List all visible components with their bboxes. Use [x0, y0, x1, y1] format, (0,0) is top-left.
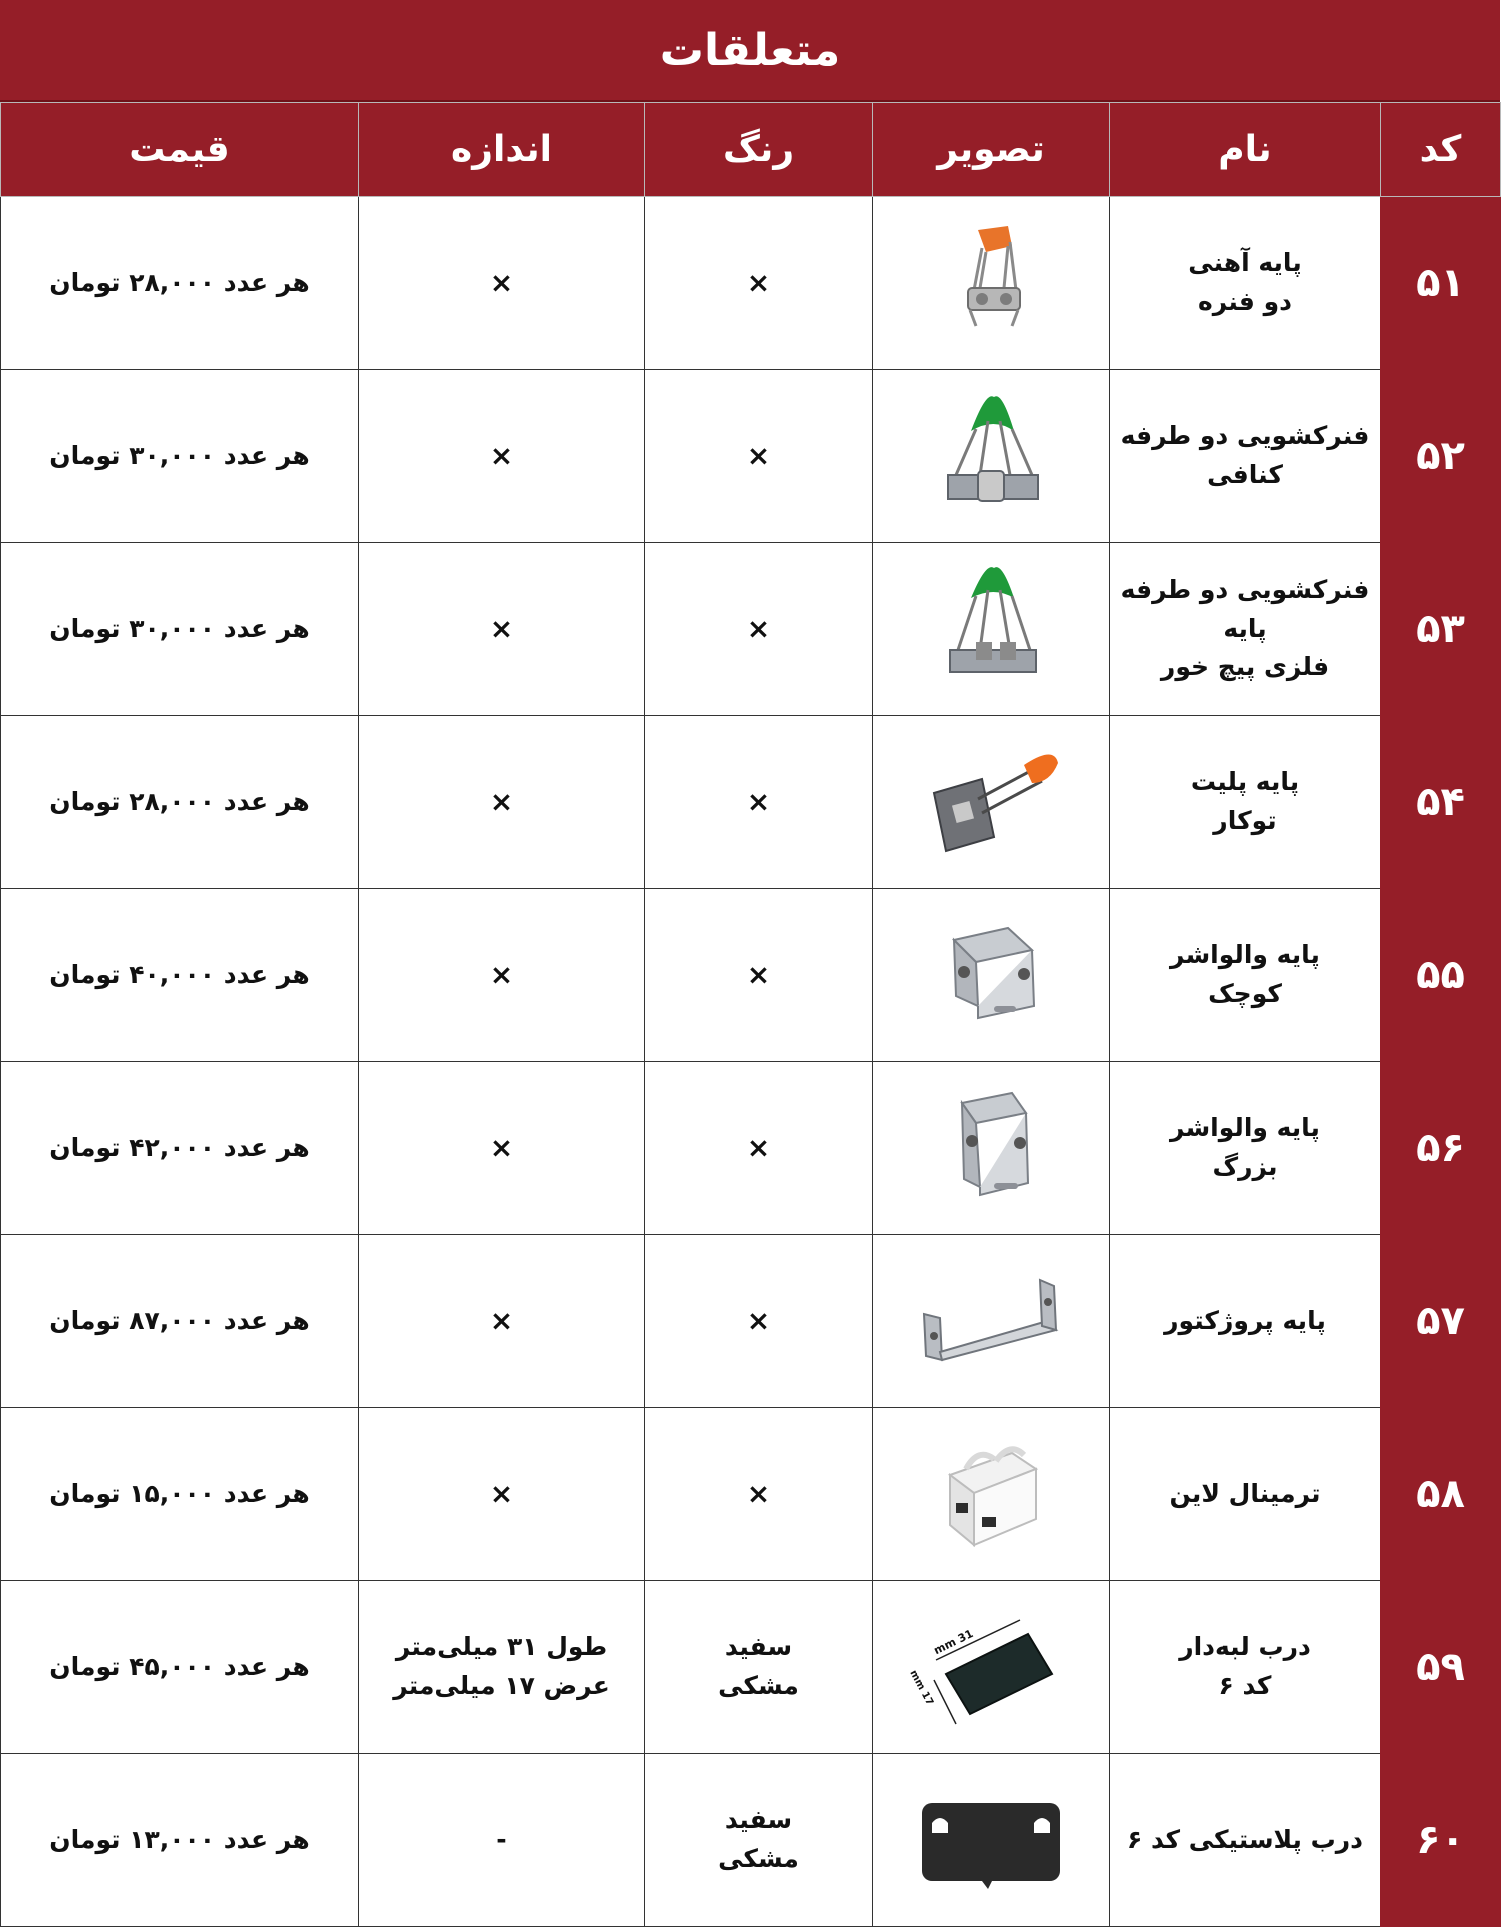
width-label: 17 mm	[907, 1668, 936, 1708]
row-size	[359, 889, 645, 1062]
row-price: هر عدد ۴۲,۰۰۰ تومان	[1, 1062, 359, 1235]
table-row	[1, 716, 1501, 889]
row-color-line: مشکی	[718, 1671, 799, 1700]
table-row	[1, 1754, 1501, 1927]
row-code: ۵۲	[1381, 370, 1501, 543]
row-name-line: کنافی	[1207, 460, 1283, 489]
row-size-line: -	[496, 1824, 507, 1854]
row-color	[645, 1754, 873, 1927]
table-row	[1, 1581, 1501, 1754]
row-name	[1110, 370, 1381, 543]
row-name-line: کد ۶	[1218, 1671, 1272, 1700]
row-image	[873, 197, 1110, 370]
row-code: ۵۶	[1381, 1062, 1501, 1235]
row-size	[359, 197, 645, 370]
row-name-line: ترمینال لاین	[1169, 1478, 1321, 1508]
row-name	[1110, 543, 1381, 716]
table-row	[1, 1235, 1501, 1408]
row-size-line: ×	[489, 266, 514, 300]
terminal-block-icon	[873, 1429, 1109, 1559]
row-name	[1110, 197, 1381, 370]
header-image: تصویر	[873, 103, 1110, 197]
table-row	[1, 1062, 1501, 1235]
row-name-line: پایه والواشر	[1170, 1113, 1320, 1143]
row-name	[1110, 1754, 1381, 1927]
row-code: ۵۹	[1381, 1581, 1501, 1754]
row-code: ۵۷	[1381, 1235, 1501, 1408]
row-color-line: سفید	[724, 1805, 793, 1835]
row-color-line: ×	[746, 439, 771, 473]
row-code: ۵۸	[1381, 1408, 1501, 1581]
row-name-line: توکار	[1213, 806, 1277, 835]
row-name	[1110, 1408, 1381, 1581]
row-size	[359, 1408, 645, 1581]
row-code: ۶۰	[1381, 1754, 1501, 1927]
row-name-line: پایه پروژکتور	[1164, 1305, 1326, 1335]
row-name	[1110, 1581, 1381, 1754]
row-price: هر عدد ۱۳,۰۰۰ تومان	[1, 1754, 359, 1927]
row-color	[645, 1062, 873, 1235]
row-code: ۵۳	[1381, 543, 1501, 716]
row-size-line: طول ۳۱ میلی‌متر	[395, 1632, 608, 1662]
row-name	[1110, 1062, 1381, 1235]
row-color-line: سفید	[724, 1632, 793, 1662]
row-name-line: دو فنره	[1198, 287, 1292, 316]
row-size-line: عرض ۱۷ میلی‌متر	[393, 1671, 610, 1700]
row-image	[873, 1235, 1110, 1408]
row-size	[359, 1581, 645, 1754]
row-image	[873, 543, 1110, 716]
row-color-line: ×	[746, 1304, 771, 1338]
row-name-line: پایه والواشر	[1170, 940, 1320, 970]
row-price: هر عدد ۲۸,۰۰۰ تومان	[1, 197, 359, 370]
row-name-line: درب لبه‌دار	[1179, 1632, 1311, 1662]
row-color	[645, 543, 873, 716]
header-name: نام	[1110, 103, 1381, 197]
page-title: متعلقات	[0, 0, 1500, 102]
table-row	[1, 197, 1501, 370]
plate-mount-icon	[873, 737, 1109, 867]
row-name-line: فنرکشویی دو طرفه پایه	[1120, 574, 1370, 643]
row-color	[645, 1235, 873, 1408]
table-header-row	[1, 103, 1501, 197]
row-image	[873, 1062, 1110, 1235]
plastic-cap-icon	[873, 1775, 1109, 1905]
orange-spring-clip-icon	[873, 218, 1109, 348]
row-size	[359, 1754, 645, 1927]
header-price: قیمت	[1, 103, 359, 197]
row-name-line: کوچک	[1208, 979, 1282, 1008]
row-name-line: فلزی پیچ خور	[1160, 652, 1330, 682]
row-price: هر عدد ۴۰,۰۰۰ تومان	[1, 889, 359, 1062]
length-label: 31 mm	[931, 1627, 976, 1658]
row-name-line: پایه آهنی	[1188, 248, 1302, 278]
row-price: هر عدد ۲۸,۰۰۰ تومان	[1, 716, 359, 889]
row-color	[645, 1581, 873, 1754]
row-color	[645, 370, 873, 543]
row-color-line: ×	[746, 1131, 771, 1165]
row-color-line: ×	[746, 785, 771, 819]
row-size	[359, 370, 645, 543]
row-size-line: ×	[489, 439, 514, 473]
row-name	[1110, 716, 1381, 889]
small-bracket-icon	[873, 910, 1109, 1040]
row-image	[873, 370, 1110, 543]
header-code: کد	[1381, 103, 1501, 197]
green-double-spring-icon	[873, 391, 1109, 521]
row-name-line: بزرگ	[1212, 1152, 1278, 1181]
row-color	[645, 716, 873, 889]
row-size-line: ×	[489, 612, 514, 646]
header-color: رنگ	[645, 103, 873, 197]
row-price: هر عدد ۳۰,۰۰۰ تومان	[1, 370, 359, 543]
row-size-line: ×	[489, 785, 514, 819]
row-size	[359, 716, 645, 889]
table-row	[1, 889, 1501, 1062]
table-body	[1, 197, 1501, 1927]
header-size: اندازه	[359, 103, 645, 197]
row-name-line: پایه پلیت	[1190, 767, 1300, 797]
row-image	[873, 1408, 1110, 1581]
flanged-cap-icon	[873, 1602, 1109, 1732]
row-name	[1110, 889, 1381, 1062]
row-image	[873, 716, 1110, 889]
row-size-line: ×	[489, 1477, 514, 1511]
row-color	[645, 1408, 873, 1581]
row-price: هر عدد ۴۵,۰۰۰ تومان	[1, 1581, 359, 1754]
row-size-line: ×	[489, 1304, 514, 1338]
row-code: ۵۱	[1381, 197, 1501, 370]
row-size-line: ×	[489, 1131, 514, 1165]
table-row	[1, 1408, 1501, 1581]
row-price: هر عدد ۳۰,۰۰۰ تومان	[1, 543, 359, 716]
row-name-line: فنرکشویی دو طرفه	[1120, 421, 1370, 451]
table-row	[1, 543, 1501, 716]
row-color-line: ×	[746, 266, 771, 300]
row-size	[359, 1235, 645, 1408]
row-price: هر عدد ۱۵,۰۰۰ تومان	[1, 1408, 359, 1581]
projector-bracket-icon	[873, 1256, 1109, 1386]
row-color-line: ×	[746, 1477, 771, 1511]
row-color	[645, 889, 873, 1062]
row-name-line: درب پلاستیکی کد ۶	[1127, 1824, 1363, 1854]
row-code: ۵۴	[1381, 716, 1501, 889]
row-size-line: ×	[489, 958, 514, 992]
row-size	[359, 543, 645, 716]
row-code: ۵۵	[1381, 889, 1501, 1062]
row-color-line: ×	[746, 612, 771, 646]
row-price: هر عدد ۸۷,۰۰۰ تومان	[1, 1235, 359, 1408]
large-bracket-icon	[873, 1083, 1109, 1213]
row-image	[873, 1581, 1110, 1754]
row-size	[359, 1062, 645, 1235]
product-table	[0, 102, 1501, 1927]
row-color	[645, 197, 873, 370]
row-name	[1110, 1235, 1381, 1408]
table-row	[1, 370, 1501, 543]
row-image	[873, 889, 1110, 1062]
row-image	[873, 1754, 1110, 1927]
row-color-line: مشکی	[718, 1844, 799, 1873]
green-double-spring-screw-icon	[873, 564, 1109, 694]
row-color-line: ×	[746, 958, 771, 992]
